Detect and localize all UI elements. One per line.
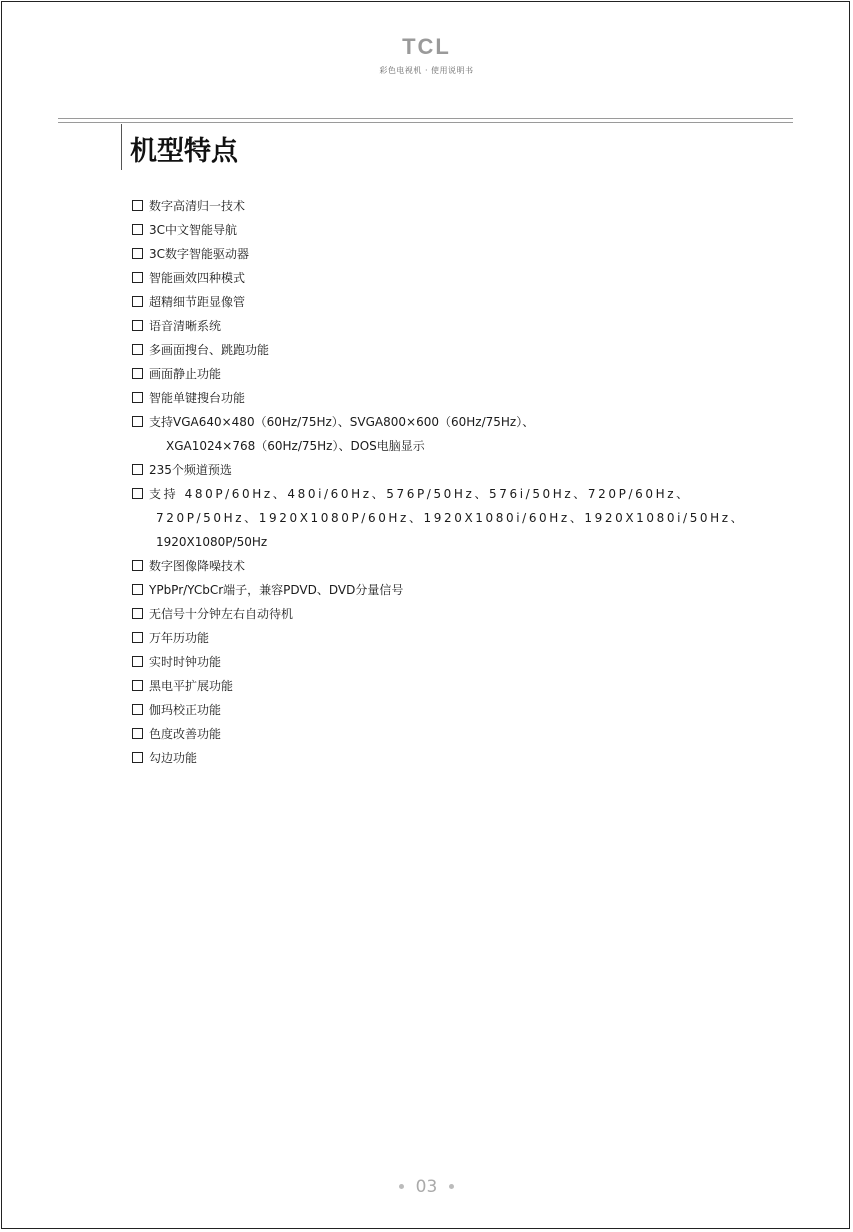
- header-rule-bottom: [58, 122, 793, 123]
- page-header: [0, 34, 853, 76]
- feature-item: [132, 482, 802, 554]
- checkbox-icon: [132, 752, 143, 763]
- feature-item: [132, 674, 802, 698]
- checkbox-icon: [132, 248, 143, 259]
- feature-item: [132, 602, 802, 626]
- checkbox-icon: [132, 704, 143, 715]
- feature-text: 万年历功能: [149, 631, 210, 645]
- checkbox-icon: [132, 224, 143, 235]
- header-rule-top: [58, 118, 793, 119]
- checkbox-icon: [132, 320, 143, 331]
- bullet-dot-icon: [449, 1184, 454, 1189]
- feature-item: [132, 194, 802, 218]
- feature-list: [132, 194, 802, 770]
- feature-text: 235个频道预选: [149, 463, 232, 477]
- title-accent-bar: [121, 124, 122, 170]
- feature-item: [132, 626, 802, 650]
- bullet-dot-icon: [399, 1184, 404, 1189]
- feature-text: 超精细节距显像管: [149, 295, 246, 309]
- feature-text: 语音清晰系统: [149, 319, 222, 333]
- feature-text-continued: 720P/50Hz、1920X1080P/60Hz、1920X1080i/60Hz、1920X1080i/50Hz、: [156, 511, 746, 525]
- feature-item: [132, 722, 802, 746]
- feature-text: 3C中文智能导航: [149, 223, 238, 237]
- feature-item: [132, 458, 802, 482]
- checkbox-icon: [132, 296, 143, 307]
- feature-item: [132, 386, 802, 410]
- feature-item: [132, 650, 802, 674]
- feature-text: 多画面搜台、跳跑功能: [149, 343, 270, 357]
- feature-item: [132, 314, 802, 338]
- feature-item: [132, 338, 802, 362]
- checkbox-icon: [132, 488, 143, 499]
- checkbox-icon: [132, 416, 143, 427]
- page-footer: [0, 1176, 853, 1198]
- checkbox-icon: [132, 632, 143, 643]
- feature-item: [132, 362, 802, 386]
- feature-text: 实时时钟功能: [149, 655, 222, 669]
- checkbox-icon: [132, 200, 143, 211]
- feature-text-continued: XGA1024×768（60Hz/75Hz）、DOS电脑显示: [166, 439, 425, 453]
- feature-text: 伽玛校正功能: [149, 703, 222, 717]
- feature-text: 画面静止功能: [149, 367, 222, 381]
- feature-item: [132, 554, 802, 578]
- feature-item: [132, 578, 802, 602]
- feature-text-continued: 1920X1080P/50Hz: [156, 535, 268, 549]
- feature-text: 支持 480P/60Hz、480i/60Hz、576P/50Hz、576i/50Hz、720P/60Hz、: [149, 487, 691, 501]
- feature-item: [132, 290, 802, 314]
- feature-text: 勾边功能: [149, 751, 198, 765]
- page-title: 机型特点: [130, 136, 238, 167]
- feature-item: [132, 242, 802, 266]
- page-number: 03: [415, 1177, 438, 1197]
- feature-text: 智能画效四种模式: [149, 271, 246, 285]
- checkbox-icon: [132, 608, 143, 619]
- feature-text: 黑电平扩展功能: [149, 679, 234, 693]
- feature-text: 3C数字智能驱动器: [149, 247, 250, 261]
- feature-text: YPbPr/YCbCr端子，兼容PDVD、DVD分量信号: [149, 583, 404, 597]
- feature-text: 数字高清归一技术: [149, 199, 246, 213]
- feature-item: [132, 266, 802, 290]
- feature-item: [132, 410, 802, 458]
- checkbox-icon: [132, 728, 143, 739]
- feature-text: 色度改善功能: [149, 727, 222, 741]
- checkbox-icon: [132, 392, 143, 403]
- tcl-logo: TCL: [402, 34, 451, 59]
- checkbox-icon: [132, 680, 143, 691]
- checkbox-icon: [132, 464, 143, 475]
- feature-text: 无信号十分钟左右自动待机: [149, 607, 294, 621]
- checkbox-icon: [132, 368, 143, 379]
- checkbox-icon: [132, 560, 143, 571]
- checkbox-icon: [132, 344, 143, 355]
- feature-item: [132, 218, 802, 242]
- feature-item: [132, 746, 802, 770]
- feature-item: [132, 698, 802, 722]
- feature-text: 智能单键搜台功能: [149, 391, 246, 405]
- checkbox-icon: [132, 272, 143, 283]
- checkbox-icon: [132, 656, 143, 667]
- checkbox-icon: [132, 584, 143, 595]
- feature-text: 支持VGA640×480（60Hz/75Hz）、SVGA800×600（60Hz/75Hz）、: [149, 415, 535, 429]
- header-subtitle: 彩色电视机 · 使用说明书: [379, 66, 474, 75]
- feature-text: 数字图像降噪技术: [149, 559, 246, 573]
